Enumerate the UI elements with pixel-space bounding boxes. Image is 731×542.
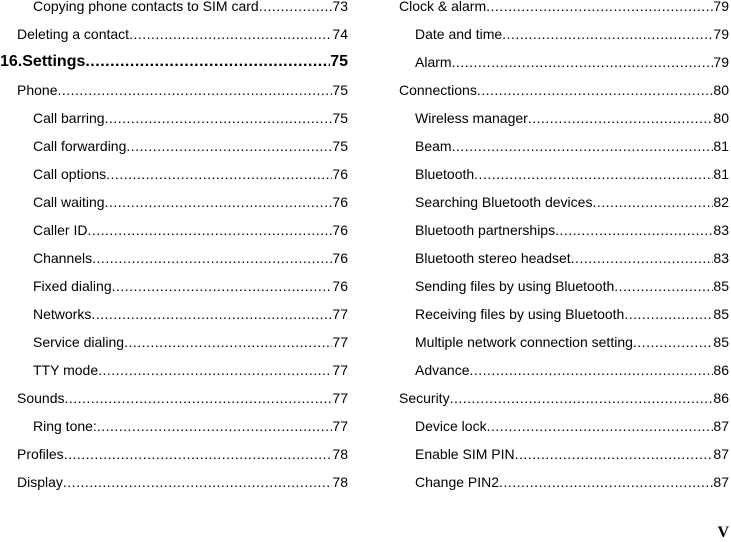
toc-entry-page-number: 77 bbox=[332, 334, 348, 350]
dot-leader bbox=[129, 26, 332, 42]
toc-entry-bluetooth[interactable] bbox=[399, 160, 729, 188]
toc-entry-title: Connections bbox=[399, 82, 477, 98]
toc-entry-title: Alarm bbox=[415, 54, 452, 70]
toc-entry-page-number: 80 bbox=[713, 110, 729, 126]
toc-entry-title: Copying phone contacts to SIM card bbox=[33, 0, 259, 14]
toc-entry-profiles[interactable] bbox=[0, 440, 348, 468]
toc-entry-call-forwarding[interactable] bbox=[0, 132, 348, 160]
toc-entry-deleting-a-contact[interactable] bbox=[0, 20, 348, 48]
toc-entry-page-number: 81 bbox=[713, 138, 729, 154]
dot-leader bbox=[57, 82, 332, 98]
toc-entry-networks[interactable] bbox=[0, 300, 348, 328]
toc-entry-title: Bluetooth partnerships bbox=[415, 222, 556, 238]
dot-leader bbox=[477, 82, 714, 98]
toc-entry-page-number: 79 bbox=[713, 0, 729, 14]
toc-entry-wireless-manager[interactable] bbox=[399, 104, 729, 132]
toc-entry-title: Date and time bbox=[415, 26, 503, 42]
toc-right-column bbox=[399, 0, 729, 496]
toc-entry-title: Networks bbox=[33, 306, 92, 322]
dot-leader bbox=[528, 110, 714, 126]
toc-entry-page-number: 85 bbox=[713, 278, 729, 294]
toc-entry-security[interactable] bbox=[399, 384, 729, 412]
toc-entry-page-number: 78 bbox=[332, 474, 348, 490]
toc-entry-page-number: 77 bbox=[332, 418, 348, 434]
dot-leader bbox=[97, 418, 333, 434]
toc-entry-page-number: 76 bbox=[332, 194, 348, 210]
toc-entry-title: Call waiting bbox=[33, 194, 105, 210]
dot-leader bbox=[452, 54, 714, 70]
toc-entry-title: Channels bbox=[33, 250, 93, 266]
toc-entry-title: Multiple network connection setting bbox=[415, 334, 633, 350]
toc-entry-page-number: 79 bbox=[713, 26, 729, 42]
toc-entry-bluetooth-partnerships[interactable] bbox=[399, 216, 729, 244]
toc-entry-page-number: 77 bbox=[332, 362, 348, 378]
toc-entry-page-number: 76 bbox=[332, 278, 348, 294]
dot-leader bbox=[502, 26, 713, 42]
toc-entry-page-number: 75 bbox=[332, 82, 348, 98]
toc-entry-title: Call options bbox=[33, 166, 107, 182]
toc-entry-page-number: 86 bbox=[713, 362, 729, 378]
dot-leader bbox=[474, 166, 713, 182]
toc-entry-title: Deleting a contact bbox=[17, 26, 130, 42]
toc-entry-page-number: 75 bbox=[332, 110, 348, 126]
toc-entry-tty-mode[interactable] bbox=[0, 356, 348, 384]
toc-entry-page-number: 86 bbox=[713, 390, 729, 406]
toc-entry-title: Receiving files by using Bluetooth bbox=[415, 306, 625, 322]
toc-entry-page-number: 87 bbox=[713, 418, 729, 434]
toc-entry-title: Profiles bbox=[17, 446, 64, 462]
toc-entry-alarm[interactable] bbox=[399, 48, 729, 76]
dot-leader bbox=[91, 306, 332, 322]
toc-entry-title: Call forwarding bbox=[33, 138, 127, 154]
toc-entry-page-number: 76 bbox=[332, 222, 348, 238]
toc-entry-change-pin2[interactable] bbox=[399, 468, 729, 496]
dot-leader bbox=[571, 250, 714, 266]
toc-entry-page-number: 85 bbox=[713, 334, 729, 350]
dot-leader bbox=[126, 138, 332, 154]
toc-entry-channels[interactable] bbox=[0, 244, 348, 272]
toc-entry-page-number: 78 bbox=[332, 446, 348, 462]
toc-entry-date-and-time[interactable] bbox=[399, 20, 729, 48]
dot-leader bbox=[63, 474, 333, 490]
dot-leader bbox=[450, 390, 714, 406]
toc-entry-title: Enable SIM PIN bbox=[415, 446, 515, 462]
dot-leader bbox=[87, 222, 332, 238]
toc-entry-title: Display bbox=[17, 474, 63, 490]
toc-entry-service-dialing[interactable] bbox=[0, 328, 348, 356]
toc-entry-ring-tone[interactable] bbox=[0, 412, 348, 440]
page-number: V bbox=[717, 524, 729, 541]
dot-leader bbox=[106, 166, 332, 182]
dot-leader bbox=[259, 0, 333, 14]
toc-entry-caller-id[interactable] bbox=[0, 216, 348, 244]
toc-entry-page-number: 87 bbox=[713, 474, 729, 490]
toc-entry-title: Wireless manager bbox=[415, 110, 528, 126]
dot-leader bbox=[98, 362, 332, 378]
dot-leader bbox=[487, 418, 714, 434]
toc-entry-display[interactable] bbox=[0, 468, 348, 496]
dot-leader bbox=[64, 390, 332, 406]
toc-entry-title: Change PIN2 bbox=[415, 474, 500, 490]
toc-entry-title: Advance bbox=[415, 362, 470, 378]
toc-entry-title: Security bbox=[399, 390, 450, 406]
dot-leader bbox=[105, 194, 333, 210]
toc-entry-title: Service dialing bbox=[33, 334, 125, 350]
dot-leader bbox=[555, 222, 713, 238]
toc-entry-title: Bluetooth bbox=[415, 166, 475, 182]
dot-leader bbox=[112, 278, 333, 294]
dot-leader bbox=[624, 306, 713, 322]
dot-leader bbox=[469, 362, 713, 378]
dot-leader bbox=[614, 278, 713, 294]
toc-entry-page-number: 81 bbox=[713, 166, 729, 182]
dot-leader bbox=[515, 446, 714, 462]
toc-entry-title: Phone bbox=[17, 82, 58, 98]
toc-entry-title: Searching Bluetooth devices bbox=[415, 194, 593, 210]
toc-entry-title: Bluetooth stereo headset bbox=[415, 250, 571, 266]
toc-entry-page-number: 73 bbox=[332, 0, 348, 14]
toc-entry-call-barring[interactable] bbox=[0, 104, 348, 132]
toc-entry-searching-bluetooth-devices[interactable] bbox=[399, 188, 729, 216]
toc-entry-page-number: 83 bbox=[713, 222, 729, 238]
toc-entry-phone[interactable] bbox=[0, 76, 348, 104]
toc-entry-call-waiting[interactable] bbox=[0, 188, 348, 216]
toc-entry-page-number: 76 bbox=[332, 166, 348, 182]
toc-entry-clock-alarm[interactable] bbox=[399, 0, 729, 20]
toc-entry-sounds[interactable] bbox=[0, 384, 348, 412]
toc-entry-title: Fixed dialing bbox=[33, 278, 112, 294]
dot-leader bbox=[92, 250, 332, 266]
toc-entry-title: 16.Settings bbox=[0, 53, 86, 70]
toc-entry-title: Sending files by using Bluetooth bbox=[415, 278, 615, 294]
dot-leader bbox=[124, 334, 332, 350]
toc-entry-page-number: 83 bbox=[713, 250, 729, 266]
toc-entry-page-number: 74 bbox=[332, 26, 348, 42]
toc-entry-advance[interactable] bbox=[399, 356, 729, 384]
toc-entry-copying-phone-contacts-to-sim-card[interactable] bbox=[0, 0, 348, 20]
toc-entry-title: Clock & alarm bbox=[399, 0, 487, 14]
toc-entry-title: Call barring bbox=[33, 110, 105, 126]
toc-entry-page-number: 79 bbox=[713, 54, 729, 70]
dot-leader bbox=[452, 138, 714, 154]
toc-entry-title: Beam bbox=[415, 138, 452, 154]
toc-entry-title: Device lock bbox=[415, 418, 487, 434]
toc-entry-title: TTY mode bbox=[33, 362, 99, 378]
toc-entry-receiving-files-by-using-bluetooth[interactable] bbox=[399, 300, 729, 328]
toc-entry-title: Ring tone: bbox=[33, 418, 97, 434]
toc-entry-connections[interactable] bbox=[399, 76, 729, 104]
toc-entry-sending-files-by-using-bluetooth[interactable] bbox=[399, 272, 729, 300]
toc-entry-bluetooth-stereo-headset[interactable] bbox=[399, 244, 729, 272]
toc-entry-page-number: 75 bbox=[330, 53, 348, 70]
toc-entry-beam[interactable] bbox=[399, 132, 729, 160]
toc-entry-device-lock[interactable] bbox=[399, 412, 729, 440]
dot-leader bbox=[85, 54, 330, 70]
toc-entry-enable-sim-pin[interactable] bbox=[399, 440, 729, 468]
dot-leader bbox=[633, 334, 714, 350]
toc-entry-page-number: 77 bbox=[332, 306, 348, 322]
toc-entry-title: Caller ID bbox=[33, 222, 88, 238]
toc-entry-title: Sounds bbox=[17, 390, 65, 406]
dot-leader bbox=[486, 0, 713, 14]
toc-entry-page-number: 87 bbox=[713, 446, 729, 462]
toc-entry-page-number: 85 bbox=[713, 306, 729, 322]
dot-leader bbox=[592, 194, 713, 210]
toc-entry-page-number: 80 bbox=[713, 82, 729, 98]
dot-leader bbox=[105, 110, 333, 126]
toc-entry-call-options[interactable] bbox=[0, 160, 348, 188]
toc-entry-16-settings[interactable] bbox=[0, 48, 348, 76]
toc-entry-page-number: 77 bbox=[332, 390, 348, 406]
toc-entry-page-number: 82 bbox=[713, 194, 729, 210]
toc-entry-multiple-network-connection-setting[interactable] bbox=[399, 328, 729, 356]
toc-entry-page-number: 75 bbox=[332, 138, 348, 154]
dot-leader bbox=[499, 474, 713, 490]
toc-left-column bbox=[0, 0, 348, 496]
dot-leader bbox=[64, 446, 333, 462]
toc-entry-page-number: 76 bbox=[332, 250, 348, 266]
toc-entry-fixed-dialing[interactable] bbox=[0, 272, 348, 300]
